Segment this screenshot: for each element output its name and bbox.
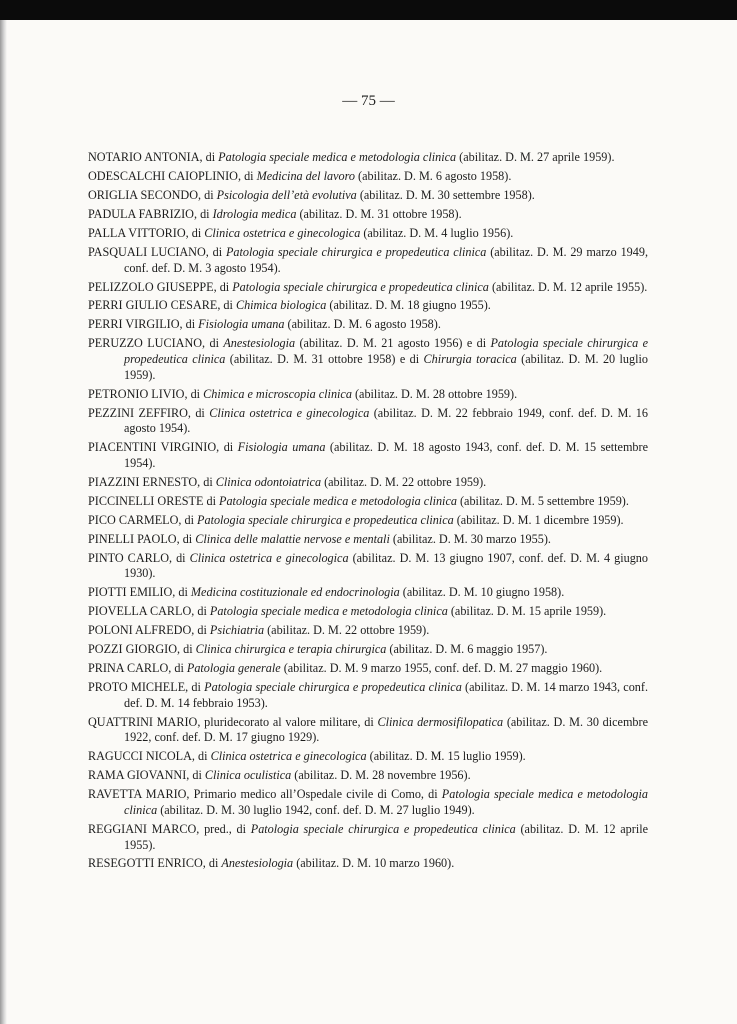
entry-details: (abilitaz. D. M. 5 settembre 1959).: [456, 493, 629, 508]
entry-connector: di: [182, 317, 199, 332]
entry-subject: Clinica odontoiatrica: [215, 474, 322, 489]
entry-subject: Anestesiologia: [223, 336, 296, 351]
entry-connector: di: [179, 531, 196, 546]
entry-subject: Patologia speciale chirurgica e propedeutica clinica: [225, 244, 487, 259]
page-number: — 75 —: [342, 93, 395, 109]
entry-subject: Clinica ostetrica e ginecologica: [209, 405, 370, 420]
entry-name: PETRONIO LIVIO,: [88, 386, 188, 401]
entry-details: (abilitaz. D. M. 6 agosto 1958).: [284, 317, 441, 332]
entry-details: (abilitaz. D. M. 28 ottobre 1959).: [351, 386, 518, 401]
entry-connector: di: [197, 206, 213, 221]
entry-name: POZZI GIORGIO,: [88, 642, 181, 657]
entry: [88, 207, 648, 223]
entry-name: NOTARIO ANTONIA,: [88, 150, 203, 164]
entry-name: PALLA VITTORIO,: [88, 225, 189, 240]
entry: [88, 856, 648, 872]
entry: [88, 513, 648, 529]
entry-subject: Patologia speciale medica e metodologia clinica: [219, 493, 457, 508]
entry: [88, 661, 648, 677]
entry-name: RAVETTA MARIO,: [88, 787, 190, 802]
scan-top-edge: [0, 0, 737, 20]
entry-details: (abilitaz. D. M. 30 marzo 1955).: [389, 531, 551, 546]
entry-name: PIACENTINI VIRGINIO,: [88, 440, 220, 455]
entry-subject: Patologia speciale chirurgica e propedeutica clinica: [204, 680, 462, 695]
entry-subject: Psichiatria: [209, 623, 265, 638]
entry-connector: di: [188, 680, 205, 695]
entry-details: (abilitaz. D. M. 12 aprile 1955).: [488, 279, 648, 294]
entry-subject: Anestesiologia: [221, 856, 294, 871]
entry-details: (abilitaz. D. M. 22 ottobre 1959).: [264, 623, 430, 638]
entry: [88, 822, 648, 853]
entry-subject: Idrologia medica: [212, 206, 297, 221]
entry-details: (abilitaz. D. M. 12 aprile 1955).: [124, 821, 649, 852]
entry-connector: di: [202, 150, 219, 164]
entry: [88, 406, 648, 437]
entry-connector: di: [201, 187, 217, 202]
entry: [88, 387, 648, 403]
entry-name: RESEGOTTI ENRICO,: [88, 856, 206, 871]
entry: [88, 245, 648, 276]
entry-details: (abilitaz. D. M. 27 aprile 1959).: [456, 150, 615, 164]
entry-details: (abilitaz. D. M. 18 agosto 1943, conf. def. D. M. 15 settembre 1954).: [124, 440, 648, 470]
entry-subject: Patologia speciale chirurgica e propedeutica clinica: [232, 279, 489, 294]
entry-subject: Fisiologia umana: [198, 317, 285, 332]
entry: [88, 680, 648, 711]
entry-name: RAMA GIOVANNI,: [88, 768, 190, 783]
entry-details: (abilitaz. D. M. 18 giugno 1955).: [326, 298, 491, 313]
entry-details: (abilitaz. D. M. 1 dicembre 1959).: [453, 512, 624, 527]
entry-name: PICCINELLI ORESTE: [88, 493, 204, 508]
entry-connector: di: [205, 336, 224, 351]
entry-subject: Psicologia dell’età evolutiva: [216, 187, 357, 202]
entry-subject: Medicina costituzionale ed endocrinologia: [190, 585, 400, 600]
entry: [88, 623, 648, 639]
entry-details: (abilitaz. D. M. 30 dicembre 1922, conf. def. D. M. 17 giugno 1929).: [124, 714, 648, 745]
entry-subject: Clinica oculistica: [204, 768, 292, 783]
entry: [88, 150, 648, 166]
entry-details: (abilitaz. D. M. 10 marzo 1960).: [293, 856, 455, 871]
entry-subject: Patologia speciale medica e metodologia clinica: [218, 150, 457, 164]
entry-connector: pluridecorato al valore militare, di: [200, 714, 378, 729]
entry: [88, 551, 648, 582]
entry-details: (abilitaz. D. M. 6 agosto 1958).: [354, 168, 512, 183]
entry-subject: Fisiologia umana: [237, 440, 326, 455]
entry-name: PINTO CARLO,: [88, 550, 173, 565]
entry-name: PIAZZINI ERNESTO,: [88, 474, 201, 489]
entry-connector: di: [241, 168, 257, 183]
entry-name: PEZZINI ZEFFIRO,: [88, 405, 191, 420]
entry-connector: di: [219, 440, 238, 455]
entry: [88, 226, 648, 242]
entry: [88, 749, 648, 765]
entry-name: PASQUALI LUCIANO,: [88, 244, 209, 259]
entry-details: (abilitaz. D. M. 10 giugno 1958).: [399, 585, 565, 600]
entry-subject: Clinica ostetrica e ginecologica: [210, 749, 367, 764]
entry: [88, 336, 648, 383]
entry-connector: di: [171, 661, 187, 676]
entry-details: (abilitaz. D. M. 31 ottobre 1958).: [296, 206, 462, 221]
entry-details: (abilitaz. D. M. 30 luglio 1942, conf. def. D. M. 27 luglio 1949).: [157, 802, 475, 817]
entry-name: PRINA CARLO,: [88, 661, 172, 676]
entry-connector: di: [200, 474, 216, 489]
entry: [88, 787, 648, 818]
entry-connector: di: [172, 550, 190, 565]
entry: [88, 768, 648, 784]
entry-subject: Chimica e microscopia clinica: [203, 386, 352, 401]
entry-connector: di: [188, 225, 205, 240]
entry-connector: di: [205, 856, 222, 871]
entry: [88, 494, 648, 510]
entry-connector: di: [216, 279, 233, 294]
entry-name: ORIGLIA SECONDO,: [88, 187, 202, 202]
entry-name: PIOVELLA CARLO,: [88, 604, 195, 619]
entry-name: REGGIANI MARCO,: [88, 821, 200, 836]
entry-details: (abilitaz. D. M. 30 settembre 1958).: [356, 187, 535, 202]
entry-name: PINELLI PAOLO,: [88, 531, 180, 546]
entry-connector: di: [187, 386, 204, 401]
entry-details: (abilitaz. D. M. 22 ottobre 1959).: [321, 474, 487, 489]
entry-connector: di: [194, 604, 210, 619]
entry-subject: Clinica chirurgica e terapia chirurgica: [195, 642, 387, 657]
entry-subject: Patologia speciale medica e metodologia clinica: [209, 604, 448, 619]
entry-name: RAGUCCI NICOLA,: [88, 749, 195, 764]
entry-connector: di: [220, 298, 236, 313]
entry-details: (abilitaz. D. M. 21 agosto 1956) e di: [295, 336, 491, 351]
entry-details: (abilitaz. D. M. 29 marzo 1949, conf. def. D. M. 3 agosto 1954).: [124, 244, 649, 275]
entry-connector: di: [175, 585, 191, 600]
entry: [88, 475, 648, 491]
entry-connector: di: [190, 405, 210, 420]
scan-binding-edge: [0, 20, 7, 1024]
entry: [88, 298, 648, 314]
entry-subject: Clinica dermosifilopatica: [377, 714, 504, 729]
entry-name: PROTO MICHELE,: [88, 680, 189, 695]
entry-name: PERRI VIRGILIO,: [88, 317, 183, 332]
entry: [88, 532, 648, 548]
entry: [88, 280, 648, 296]
entry-connector: di: [189, 768, 205, 783]
entry-name: PICO CARMELO,: [88, 512, 182, 527]
entry-name: ODESCALCHI CAIOPLINIO,: [88, 168, 242, 183]
entry: [88, 585, 648, 601]
entry-details: (abilitaz. D. M. 15 luglio 1959).: [366, 749, 526, 764]
entry: [88, 188, 648, 204]
entry-details: (abilitaz. D. M. 9 marzo 1955, conf. def. D. M. 27 maggio 1960).: [280, 661, 603, 676]
entry-connector: di: [203, 493, 220, 508]
entry-subject: Medicina del lavoro: [256, 168, 355, 183]
entry-details: (abilitaz. D. M. 14 marzo 1943, conf. def. D. M. 14 febbraio 1953).: [124, 680, 648, 710]
entry-name: PERRI GIULIO CESARE,: [88, 298, 221, 313]
entry-details: (abilitaz. D. M. 28 novembre 1956).: [291, 768, 471, 783]
entry-subject: Patologia generale: [186, 661, 281, 676]
entry-subject: Patologia speciale chirurgica e propedeutica clinica: [250, 821, 516, 836]
entry: [88, 715, 648, 746]
entry-connector: pred., di: [199, 821, 251, 836]
entry-connector: di: [194, 749, 211, 764]
entry-details: (abilitaz. D. M. 20 luglio 1959).: [124, 352, 648, 382]
entry-connector: di: [180, 642, 196, 657]
entry-connector: Primario medico all’Ospedale civile di Como, di: [189, 787, 442, 802]
entry-connector: di: [181, 512, 198, 527]
entry-details: (abilitaz. D. M. 22 febbraio 1949, conf. def. D. M. 16 agosto 1954).: [124, 405, 648, 436]
entry: [88, 169, 648, 185]
entry-connector: di: [208, 244, 226, 259]
entry: [88, 317, 648, 333]
entry-name: QUATTRINI MARIO,: [88, 714, 201, 729]
entry-details: (abilitaz. D. M. 13 giugno 1907, conf. def. D. M. 4 giugno 1930).: [124, 550, 648, 581]
entry-name: PADULA FABRIZIO,: [88, 206, 198, 221]
entry-subject: Patologia speciale chirurgica e propedeutica clinica: [124, 336, 649, 367]
entry-name: POLONI ALFREDO,: [88, 623, 195, 638]
entry-name: PIOTTI EMILIO,: [88, 585, 176, 600]
entry-subject: Chimica biologica: [235, 298, 327, 313]
entry-connector: di: [194, 623, 210, 638]
entry-name: PERUZZO LUCIANO,: [88, 336, 206, 351]
entry: [88, 440, 648, 471]
entry-subject: Patologia speciale chirurgica e propedeutica clinica: [197, 512, 454, 527]
entry-name: PELIZZOLO GIUSEPPE,: [88, 279, 217, 294]
entry: [88, 604, 648, 620]
entry-details: (abilitaz. D. M. 6 maggio 1957).: [386, 642, 548, 657]
entry-list: [88, 150, 648, 875]
entry-subject: Clinica delle malattie nervose e mentali: [195, 531, 390, 546]
entry-details: (abilitaz. D. M. 15 aprile 1959).: [447, 604, 607, 619]
entry-subject: Clinica ostetrica e ginecologica: [204, 225, 361, 240]
entry-subject: Patologia speciale medica e metodologia clinica: [124, 787, 648, 817]
entry-details: (abilitaz. D. M. 31 ottobre 1958) e di: [225, 352, 424, 367]
entry-subject: Clinica ostetrica e ginecologica: [189, 550, 349, 565]
entry-subject: Chirurgia toracica: [423, 352, 517, 367]
entry: [88, 642, 648, 658]
entry-details: (abilitaz. D. M. 4 luglio 1956).: [360, 225, 514, 240]
